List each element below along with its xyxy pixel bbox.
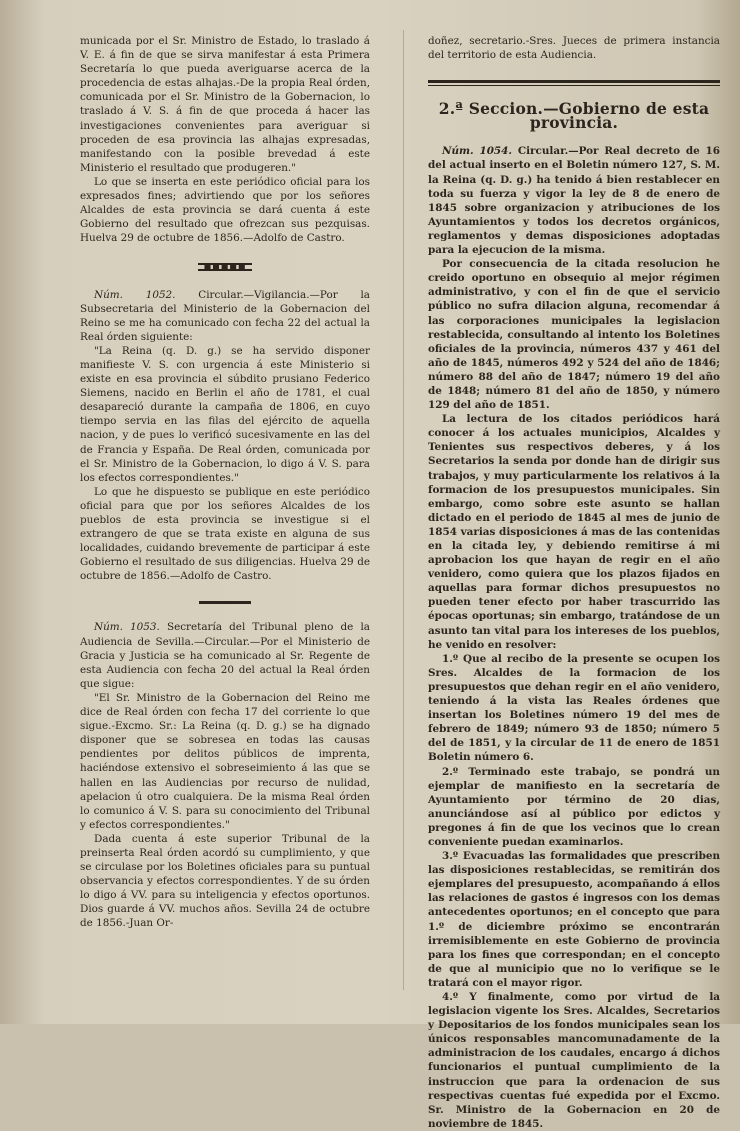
announcement-1053 (80, 620, 370, 690)
announcement-text: Circular.—Por Real decreto de 16 del actual inserto en el Boletin número 127, S. M. la Reina (q. D. g.) ha tenido á bien restablecer en toda su fuerza y vigor la ley de 8 de enero de 1845 sobre organizacion y atribuciones de los Ayuntamientos y todos los decretos orgánicos, reglamentos y demas disposiciones adoptadas para la ejecucion de la misma. (428, 145, 720, 257)
short-divider (199, 601, 251, 604)
section-divider (428, 80, 720, 86)
announcement-1052 (80, 288, 370, 344)
quoted-order: "El Sr. Ministro de la Gobernacion del Reino me dice de Real órden con fecha 17 del corriente lo que sigue.-Excmo. Sr.: La Reina (q. D. g.) se ha dignado disponer que se sobresea en todas las causas pendientes por delitos públicos de imprenta, haciéndose extensivo el sobreseimiento á las que se hallen en las Audiencias por recurso de nulidad, apelacion ú otro cualquiera. De la misma Real órden lo comunico á V. S. para su conocimiento del Tribunal y efectos correspondientes." (80, 691, 370, 831)
right-column (428, 34, 720, 1131)
paragraph: Por consecuencia de la citada resolucion he creido oportuno en obsequio al mejor régimen administrativo, y con el fin de que el servicio público no sufra dilacion alguna, recomendar á las corporaciones municipales la legislacion restablecida, consultando al intento los Boletines oficiales de la provincia, números 437 y 461 del año de 1845, números 492 y 524 del año de 1846; número 88 del año de 1847; número 19 del año de 1848; número 81 del año de 1850, y número 129 del año de 1851. (428, 258, 720, 412)
paragraph-signature: Dada cuenta á este superior Tribunal de la preinserta Real órden acordó su cumplimiento, y que se circulase por los Boletines oficiales para su puntual observancia y efectos correspondientes. Y de su órden lo digo á VV. para su inteligencia y efectos oportunos. Dios guarde á VV. muchos años. Sevilla 24 de octubre de 1856.-Juan Or- (80, 832, 370, 930)
list-item: 4.º Y finalmente, como por virtud de la legislacion vigente los Sres. Alcaldes, Secretarios y Depositarios de los fondos municipales sean los únicos responsables mancomunadamente de la administracion de los caudales, encargo á dichos funcionarios el puntual cumplimiento de la instruccion que para la ordenacion de sus respectivas cuentas fué expedida por el Excmo. Sr. Ministro de la Gobernacion en 20 de noviembre de 1845. (428, 991, 720, 1130)
announcement-1054 (428, 144, 720, 257)
paragraph-signature: Lo que se inserta en este periódico oficial para los expresados fines; advirtiendo que por los señores Alcaldes de esta provincia se dará cuenta á este Gobierno del resultado que ofrezcan sus pezquisas. Huelva 29 de octubre de 1856.—Adolfo de Castro. (80, 175, 370, 245)
ornament-divider: ■■■■■ (80, 259, 370, 273)
list-item: 3.º Evacuadas las formalidades que prescriben las disposiciones restablecidas, se remitirán dos ejemplares del presupuesto, acompañando á ellos las relaciones de gastos é ingresos con los demas antecedentes oportunos; en el concepto que para 1.º de diciembre próximo se encontrarán irremisiblemente en este Gobierno de provincia para los fines que correspondan; en el concepto de que al municipio que no lo verifique se le tratará con el mayor rigor. (428, 850, 720, 989)
list-item: 1.º Que al recibo de la presente se ocupen los Sres. Alcaldes de la formacion de los presupuestos que dehan regir en el año venidero, teniendo á la vista las Reales órdenes que insertan los Boletines número 19 del mes de febrero de 1849; número 93 de 1850; número 5 del de 1851, y la circular de 11 de enero de 1851 Boletin número 6. (428, 652, 720, 764)
section-title: 2.ª Seccion.—Gobierno de esta provincia. (438, 99, 710, 133)
announcement-text: Circular.—Vigilancia.—Por la Subsecretaria del Ministerio de la Gobernacion del Reino se me ha comunicado con fecha 22 del actual la Real órden siguiente: (80, 288, 370, 343)
paragraph: La lectura de los citados periódicos hará conocer á los actuales municipios, Alcaldes y Tenientes sus respectivos deberes, y á los Secretarios la senda por donde han de dirigir sus trabajos, y muy particularmente los relativos á la formacion de los presupuestos municipales. Sin embargo, como sobre este asunto se hallan dictado en el periodo de 1845 al mes de junio de 1854 varias disposiciones á mas de las contenidas en la citada ley, y debiendo remitirse á mi aprobacion los que hayan de regir en el año venidero, como quiera que los plazos fijados en aquellas para formar dichos presupuestos no pueden tener efecto por haber trascurrido las épocas oportunas; sin embargo, tratándose de un asunto tan vital para los intereses de los pueblos, he venido en resolver: (428, 413, 720, 651)
paragraph-continuation: doñez, secretario.-Sres. Jueces de primera instancia del territorio de esta Audiencia. (428, 35, 720, 62)
paragraph-signature: Lo que he dispuesto se publique en este periódico oficial para que por los señores Alcaldes de los pueblos de esta provincia se investigue si el extrangero de que se trata existe en alguna de sus localidades, cuidando brevemente de participar á este Gobierno el resultado de sus diligencias. Huelva 29 de octubre de 1856.—Adolfo de Castro. (80, 485, 370, 583)
list-item: 2.º Terminado este trabajo, se pondrá un ejemplar de manifiesto en la secretaría de Ayuntamiento por término de 20 dias, anunciándose así al público por edictos y pregones á fin de que los vecinos que lo crean conveniente puedan examinarlos. (428, 765, 720, 848)
paragraph-continuation: municada por el Sr. Ministro de Estado, lo traslado á V. E. á fin de que se sirva manifestar á esta Primera Secretaría lo que pueda averiguarse acerca de la procedencia de estas alhajas.-De la propia Real órden, comunicada por el Sr. Ministro de la Gobernacion, lo traslado á V. S. á fin de que proceda á hacer las investigaciones convenientes para averiguar si proceden de esa provincia las alhajas expresadas, manifestando con la posible brevedad á este Ministerio el resultado que produgeren." (80, 35, 370, 174)
announcement-number: Núm. 1054. (442, 145, 512, 158)
quoted-order: "La Reina (q. D. g.) se ha servido disponer manifieste V. S. con urgencia á este Ministerio si existe en esa provincia el súbdito prusiano Federico Siemens, nacido en Berlin el año de 1781, el cual desapareció durante la campaña de 1806, en cuyo tiempo servia en las filas del ejército de aquella nacion, y de pues lo verificó sucesivamente en las del de Francia y España. De Real órden, comunicada por el Sr. Ministro de la Gobernacion, lo digo á V. S. para los efectos correspondientes." (80, 344, 370, 484)
column-divider (403, 30, 404, 990)
announcement-number: Núm. 1052. (94, 288, 176, 301)
left-column (80, 34, 370, 931)
announcement-text: Secretaría del Tribunal pleno de la Audiencia de Sevilla.—Circular.—Por el Ministerio de Gracia y Justicia se ha comunicado al Sr. Regente de esta Audiencia con fecha 20 del actual la Real órden que sigue: (80, 621, 370, 690)
announcement-number: Núm. 1053. (94, 621, 160, 634)
